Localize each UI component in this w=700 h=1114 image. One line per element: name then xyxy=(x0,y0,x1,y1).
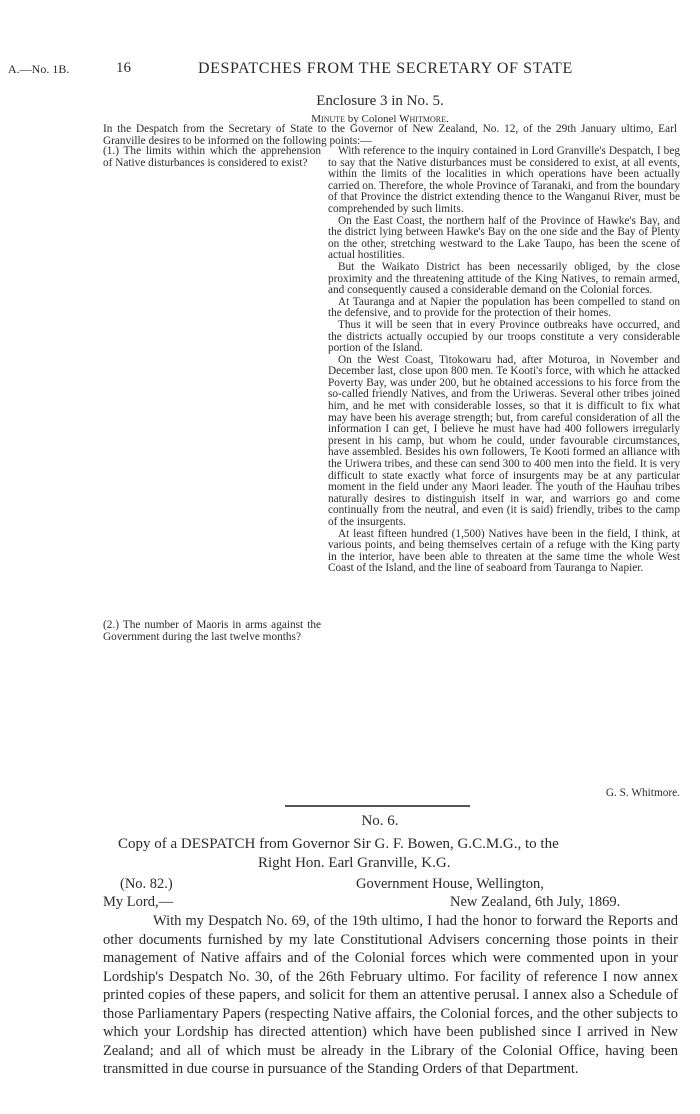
section-divider xyxy=(285,805,470,807)
answer-column xyxy=(328,146,680,575)
answer-paragraph: With reference to the inquiry contained in Lord Granville's Despatch, I beg to say that the Native disturbances must be considered to exist, at all events, within the limits of the localities in which operations have been actually carried on. Therefore, the whole Province of Taranaki, and from the boundary of that Province the district extending thence to the Wanganui River, must be comprehended by such limits. xyxy=(328,145,680,215)
running-title: DESPATCHES FROM THE SECRETARY OF STATE xyxy=(198,60,573,77)
despatch-ref-number: (No. 82.) xyxy=(120,876,173,892)
running-header xyxy=(8,60,688,80)
document-reference: A.—No. 1B. xyxy=(8,62,70,76)
despatch-body: With my Despatch No. 69, of the 19th ultimo, I had the honor to forward the Reports and other documents furnished by my late Constitutional Advisers concerning those points in their management of Native affairs and of the Colonial forces which were commented upon in your Lordship's Despatch No. 30, of the 26th February ultimo. For facility of reference I now annex printed copies of these papers, and solicit for them an attentive perusal. I annex also a Schedule of those Parliamentary Papers (respecting Native affairs, the Colonial forces, and the other subjects to which your Lordship has directed attention) which have been published since I arrived in New Zealand; and all of which must be already in the Library of the Colonial Office, having been transmitted in due course in pursuance of the Standing Orders of that Department. xyxy=(103,913,678,1077)
answer-paragraph: At least fifteen hundred (1,500) Natives have been in the field, I think, at various points, and being themselves certain of a refuge with the King party in the interior, have been able to threaten at the same time the whole West Coast of the Island, and the line of seaboard from Tauranga to Napier. xyxy=(328,527,680,575)
despatch-heading-line-1: Copy of a DESPATCH from Governor Sir G. F. Bowen, G.C.M.G., to the xyxy=(118,836,559,852)
despatch-heading-line-2: Right Hon. Earl Granville, K.G. xyxy=(258,855,451,871)
question-2: (2.) The number of Maoris in arms against the Government during the last twelve months? xyxy=(103,619,321,643)
despatch-location: Government House, Wellington, xyxy=(356,876,544,892)
salutation: My Lord,— xyxy=(103,894,174,910)
minute-by: by Colonel xyxy=(347,113,397,125)
answer-paragraph: On the West Coast, Titokowaru had, after Moturoa, in November and December last, close upon 800 men. Te Kooti's force, with which he attacked Poverty Bay, was under 200, but he obtained accessions to his force from the so-called friendly Natives, and from the Uriweras. Several other tribes joined him, and he met with considerable losses, so that it is difficult to fix what may have been his average strength; but, from careful consideration of all the information I can get, I believe he must have had 400 followers irregularly present in his camp, but whom he could, under favourable circumstances, have assembled. Besides his own followers, Te Kooti formed an alliance with the Uriwera tribes, and these can send 300 to 400 men into the field. It is very difficult to state exactly what force of insurgents may be at any particular moment in the field under any Maori leader. The youth of the Hauhau tribes naturally desires to distinguish itself in war, and warriors go and come continually from the neutral, and even (it is said) friendly, tribes to the camp of the insurgents. xyxy=(328,353,680,528)
answer-paragraph: At Tauranga and at Napier the population has been compelled to stand on the defensive, and to provide for the protection of their homes. xyxy=(328,295,680,320)
signature: G. S. Whitmore. xyxy=(605,787,680,799)
answer-paragraph: Thus it will be seen that in every Province outbreaks have occurred, and the districts actually occupied by our troops constitute a very considerable portion of the Island. xyxy=(328,318,680,355)
despatch-date: New Zealand, 6th July, 1869. xyxy=(450,894,621,910)
minute-prefix: Minute xyxy=(311,113,346,125)
despatch-number: No. 6. xyxy=(361,813,399,829)
answer-paragraph: On the East Coast, the northern half of the Province of Hawke's Bay, and the district lying between Hawke's Bay on the one side and the Bay of Plenty on the other, stretching westward to the Lake Taupo, has been the scene of actual hostilities. xyxy=(328,214,680,262)
answer-paragraph: But the Waikato District has been necessarily obliged, by the close proximity and the threatening attitude of the King Natives, to remain armed, and consequently caused a considerable demand on the Colonial forces. xyxy=(328,260,680,297)
page-number: 16 xyxy=(116,60,131,76)
question-1: (1.) The limits within which the apprehension of Native disturbances is considered to exist? xyxy=(103,145,321,169)
minute-author: Whitmore. xyxy=(399,113,449,125)
enclosure-title: Enclosure 3 in No. 5. xyxy=(316,93,444,109)
enclosure-intro: In the Despatch from the Secretary of State to the Governor of New Zealand, No. 12, of the 29th January ultimo, Earl Granville desires to be informed on the following points:— xyxy=(103,123,677,147)
